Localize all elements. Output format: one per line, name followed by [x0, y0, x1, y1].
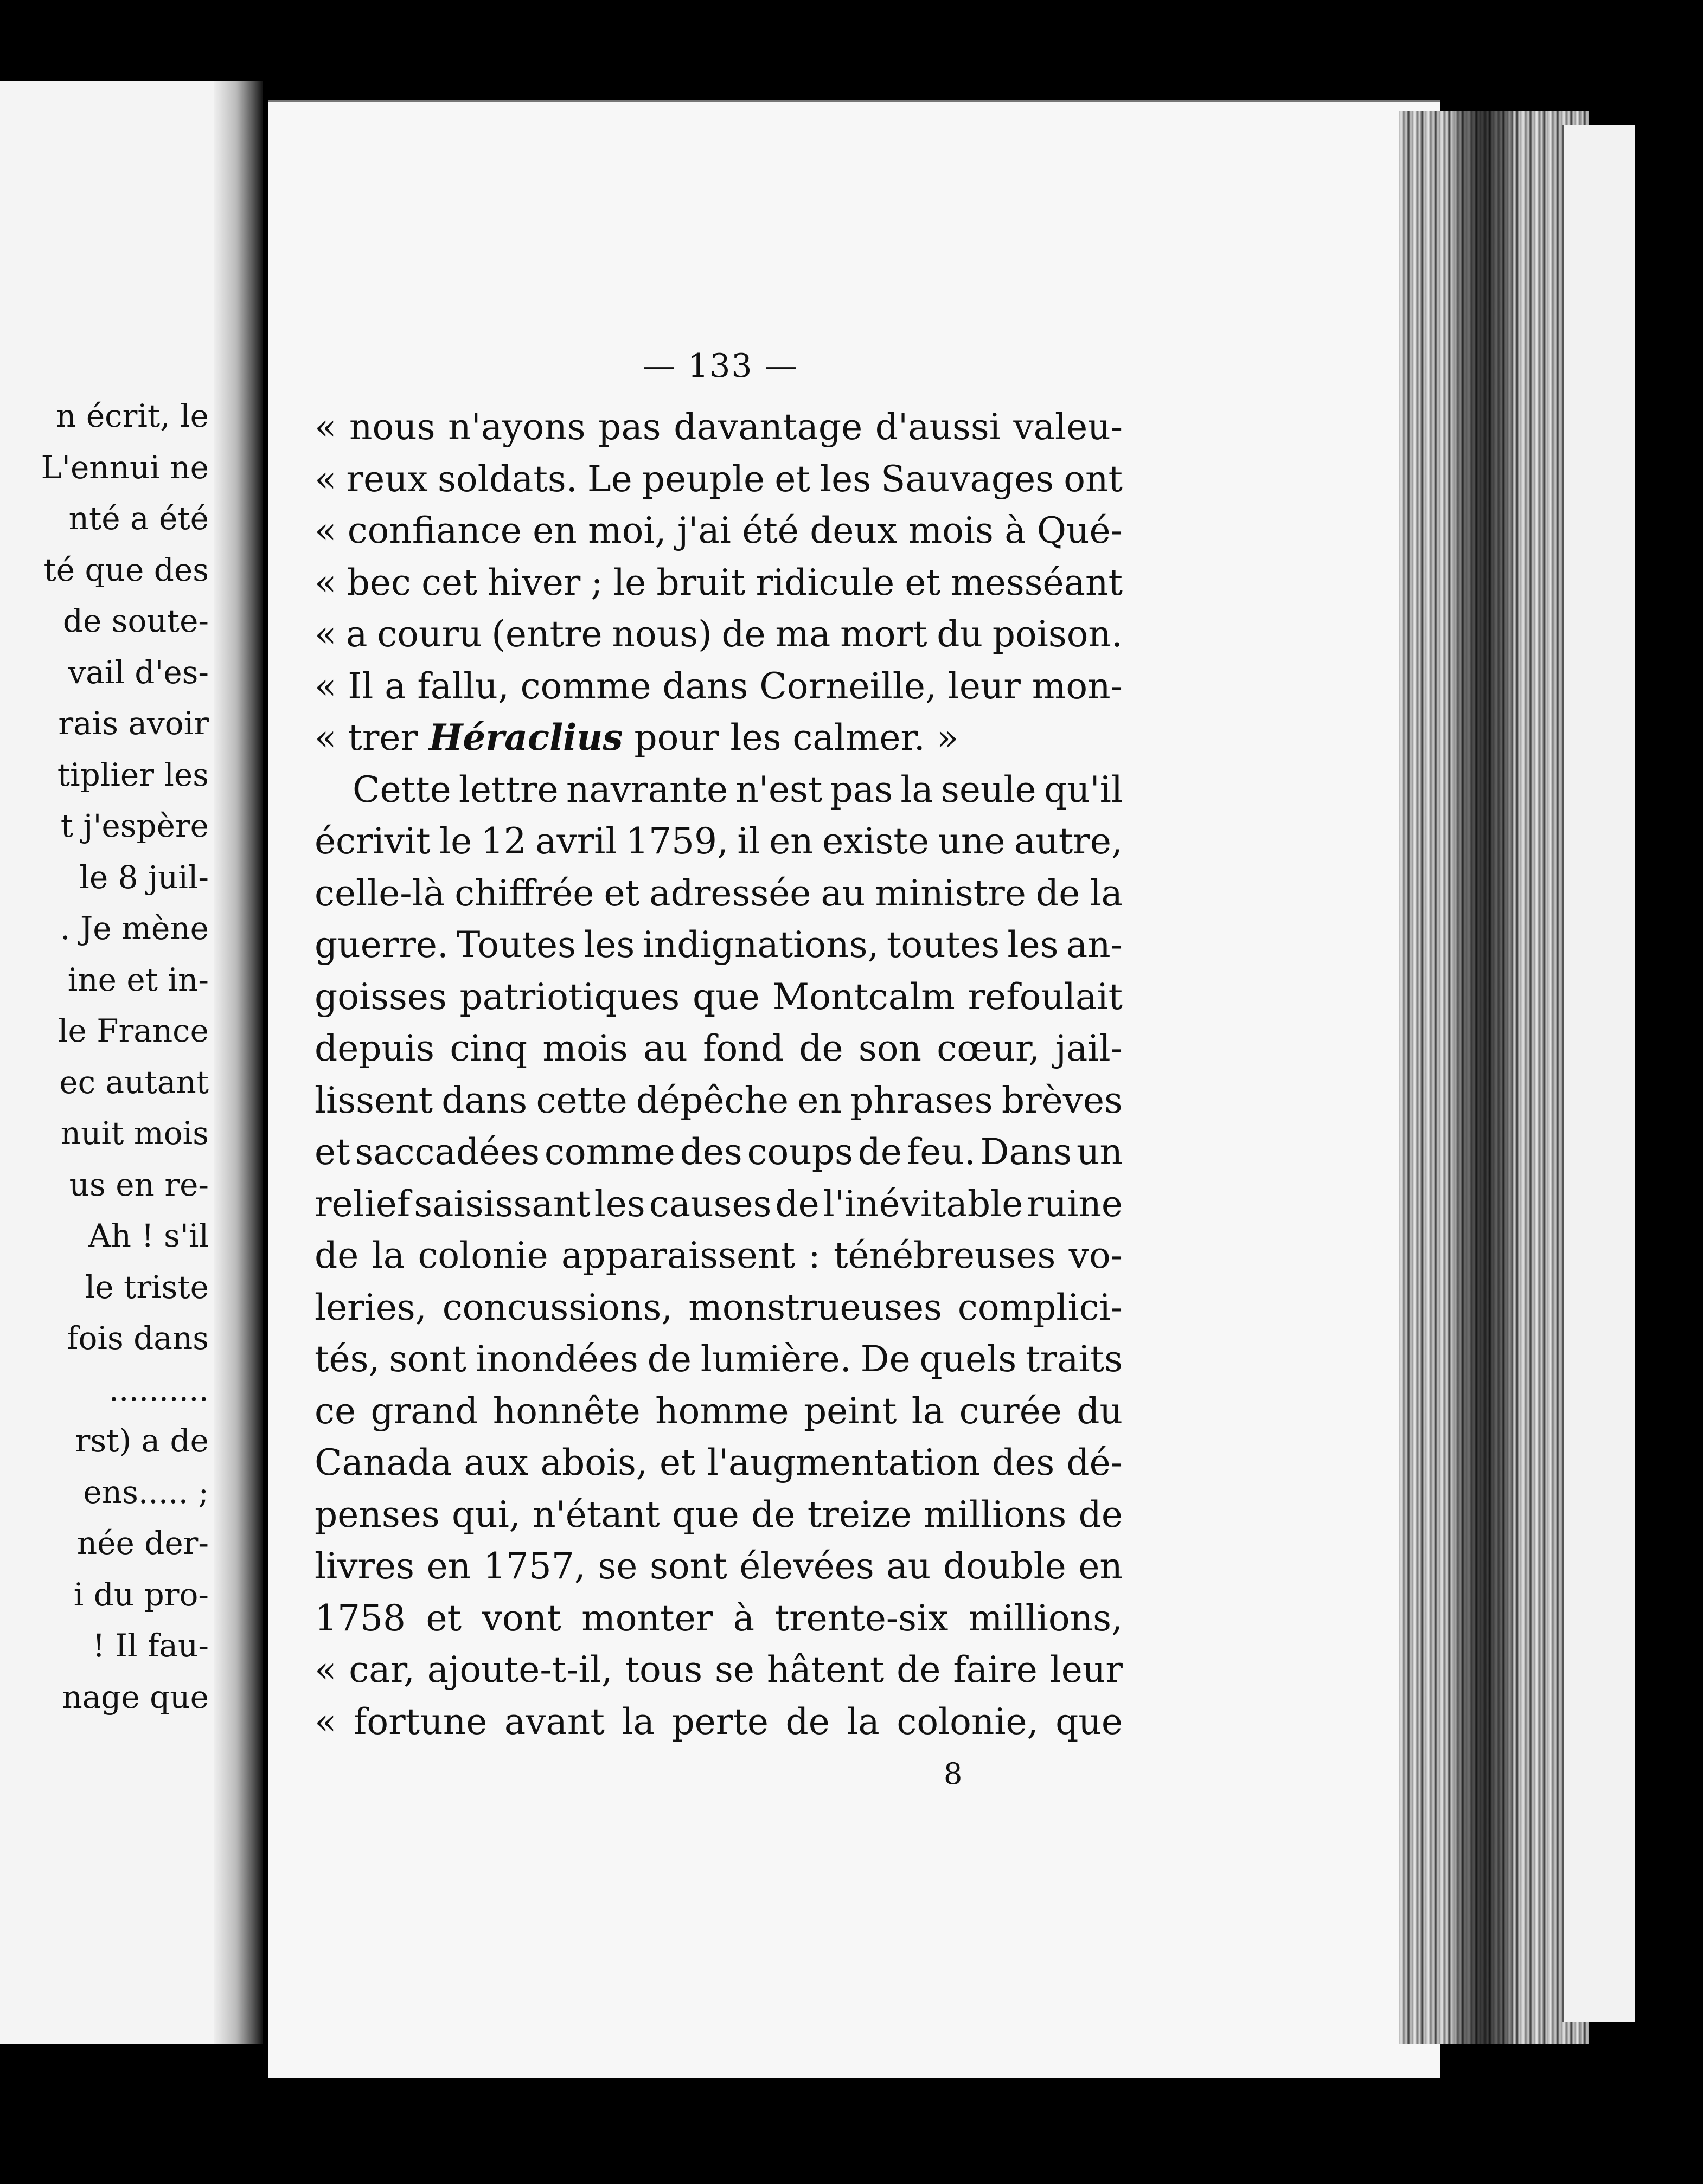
text-line: « nous n'ayons pas davantage d'aussi valeu-	[315, 406, 1123, 448]
text-line: « a couru (entre nous) de ma mort du poison.	[315, 613, 1123, 655]
facing-page-line: rst) a de	[75, 1422, 209, 1459]
facing-page-line: n écrit, le	[56, 397, 209, 434]
text-line: « confiance en moi, j'ai été deux mois à Qué-	[315, 510, 1123, 551]
text-line: leries, concussions, monstrueuses complici-	[315, 1286, 1123, 1328]
text-line: « reux soldats. Le peuple et les Sauvages ont	[315, 458, 1123, 500]
facing-page-text	[0, 390, 209, 1723]
body-text	[315, 401, 1123, 1748]
text-line: et saccadées comme des coups de feu. Dans un	[315, 1131, 1123, 1173]
signature-mark: 8	[944, 1757, 963, 1791]
facing-page-line: ..........	[108, 1371, 209, 1408]
facing-page-line: le triste	[85, 1268, 209, 1306]
facing-page-line: tiplier les	[57, 756, 209, 793]
facing-page-line: ec autant	[59, 1063, 209, 1101]
text-line: tés, sont inondées de lumière. De quels traits	[315, 1338, 1123, 1380]
text-line: guerre. Toutes les indignations, toutes les an-	[315, 924, 1123, 966]
facing-page-line: nuit mois	[60, 1115, 209, 1152]
book-gutter	[214, 81, 263, 2044]
facing-page-line: le France	[57, 1012, 209, 1049]
text-line: goisses patriotiques que Montcalm refoulait	[315, 975, 1123, 1018]
text-line: Cette lettre navrante n'est pas la seule qu'il	[353, 768, 1123, 811]
text-line: 1758 et vont monter à trente-six millions,	[315, 1597, 1123, 1639]
text-line: depuis cinq mois au fond de son cœur, jail-	[315, 1027, 1123, 1069]
fore-edge-shadow	[1454, 111, 1513, 2044]
facing-page-line: nté a été	[68, 500, 209, 537]
facing-page-line: rais avoir	[58, 705, 209, 742]
facing-page-line: ens..... ;	[83, 1473, 209, 1511]
text-line: « Il a fallu, comme dans Corneille, leur mon-	[315, 665, 1123, 707]
text-line: « fortune avant la perte de la colonie, que	[315, 1700, 1123, 1743]
text-line: lissent dans cette dépêche en phrases brèves	[315, 1079, 1123, 1121]
facing-page-line: ine et in-	[67, 961, 209, 998]
facing-page-line: us en re-	[69, 1166, 209, 1203]
facing-page-line: . Je mène	[60, 910, 209, 947]
facing-page-line: L'ennui ne	[41, 448, 209, 486]
text-line: de la colonie apparaissent : ténébreuses vo-	[315, 1235, 1123, 1276]
text-line: « car, ajoute-t-il, tous se hâtent de faire leur	[315, 1649, 1123, 1691]
text-line: livres en 1757, se sont élevées au double en	[315, 1545, 1123, 1587]
text-line: « trer Héraclius pour les calmer. »	[315, 716, 959, 759]
facing-page-line: le 8 juil-	[79, 858, 209, 896]
text-line: écrivit le 12 avril 1759, il en existe une autre,	[315, 820, 1123, 862]
facing-page-line: ! Il fau-	[92, 1627, 209, 1664]
text-line: celle-là chiffrée et adressée au ministre de la	[315, 872, 1123, 914]
facing-page-line: fois dans	[67, 1320, 209, 1357]
facing-page-line: nage que	[62, 1678, 209, 1716]
facing-page-line: vail d'es-	[68, 653, 209, 691]
facing-page-line: née der-	[76, 1525, 209, 1562]
page-number: — 133 —	[643, 347, 798, 385]
text-line: « bec cet hiver ; le bruit ridicule et messéant	[315, 561, 1123, 603]
facing-page-line: Ah ! s'il	[88, 1217, 209, 1254]
text-line: relief saisissant les causes de l'inévitable ruine	[315, 1183, 1123, 1225]
facing-page-line: t j'espère	[60, 807, 209, 844]
text-line: ce grand honnête homme peint la curée du	[315, 1390, 1123, 1432]
facing-page-line: de soute-	[62, 602, 209, 639]
facing-page-line: té que des	[43, 551, 209, 588]
text-line: penses qui, n'étant que de treize millions de	[315, 1493, 1123, 1536]
text-line: Canada aux abois, et l'augmentation des dé-	[315, 1442, 1123, 1483]
facing-page-line: i du pro-	[73, 1576, 209, 1613]
back-cover-board	[1562, 125, 1635, 2022]
